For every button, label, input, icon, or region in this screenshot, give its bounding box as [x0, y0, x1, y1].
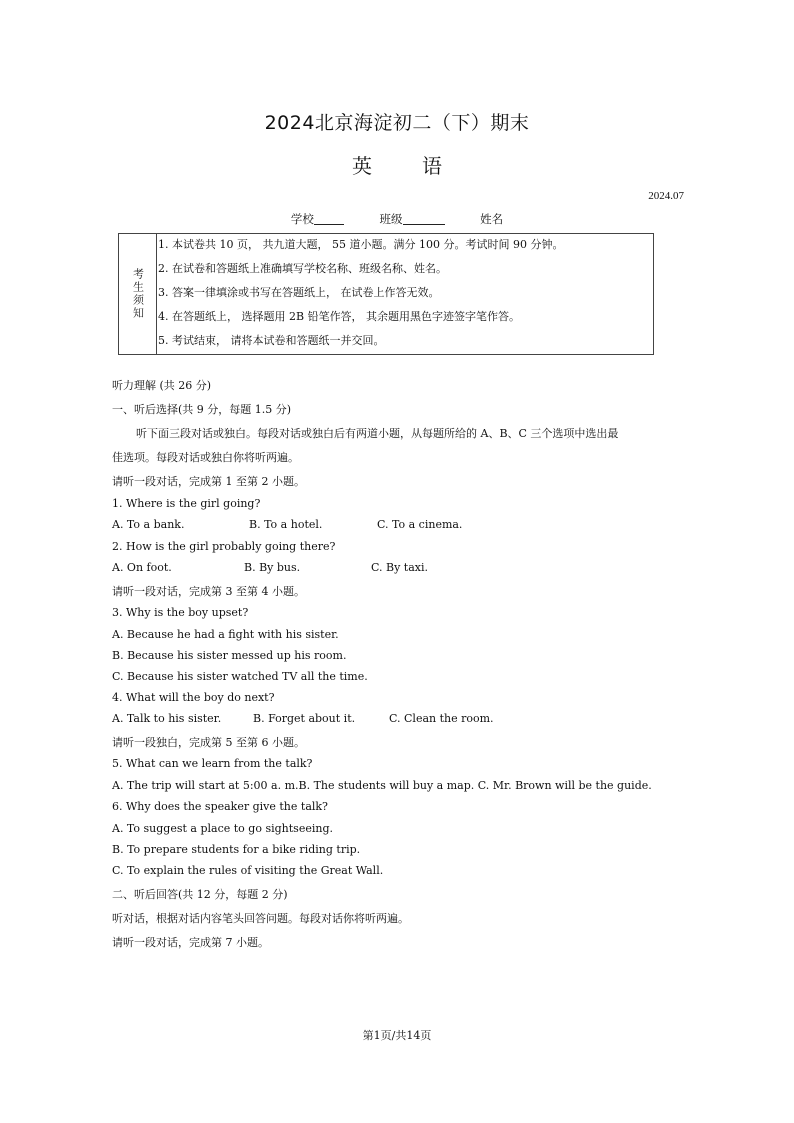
page-indicator: 第1页/共14页	[362, 1029, 432, 1042]
q4-option-c[interactable]: C. Clean the room.	[389, 712, 494, 725]
exam-date: 2024.07	[648, 190, 684, 202]
notice-rule-3: 3. 答案一律填涂或书写在答题纸上， 在试卷上作答无效。	[158, 286, 440, 299]
question-6: 6. Why does the speaker give the talk?	[112, 800, 328, 813]
name-label: 姓名	[480, 212, 504, 226]
notice-side-text: 考生须知	[131, 268, 145, 320]
notice-rule-2: 2. 在试卷和答题纸上准确填写学校名称、班级名称、姓名。	[158, 262, 447, 275]
student-info-fields	[0, 211, 794, 227]
group2-instructions: 请听一段对话，完成第 3 至第 4 小题。	[112, 585, 305, 598]
question-3: 3. Why is the boy upset?	[112, 606, 249, 619]
subject-char-1: 英	[352, 154, 372, 178]
exam-notice-box	[118, 233, 654, 355]
q6-option-b[interactable]: B. To prepare students for a bike riding trip.	[112, 843, 361, 856]
question-4: 4. What will the boy do next?	[112, 691, 275, 704]
q5-options[interactable]: A. The trip will start at 5:00 a. m.B. The students will buy a map. C. Mr. Brown will be the guide.	[112, 779, 652, 792]
group1-instructions: 请听一段对话，完成第 1 至第 2 小题。	[112, 475, 305, 488]
class-field[interactable]	[380, 211, 445, 227]
q3-option-a[interactable]: A. Because he had a fight with his sister.	[112, 628, 339, 641]
q3-option-b[interactable]: B. Because his sister messed up his room.	[112, 649, 347, 662]
q4-option-b[interactable]: B. Forget about it.	[253, 712, 356, 725]
school-field[interactable]	[291, 211, 344, 227]
q4-option-a[interactable]: A. Talk to his sister.	[112, 712, 222, 725]
notice-side-label	[119, 234, 157, 354]
class-label: 班级	[379, 212, 403, 226]
class-blank[interactable]	[403, 212, 445, 225]
q2-option-b[interactable]: B. By bus.	[244, 561, 301, 574]
exam-title: 2024北京海淀初二（下）期末	[264, 112, 530, 134]
part2-title: 二、听后回答(共 12 分，每题 2 分)	[112, 888, 288, 901]
part1-instructions-line2: 佳选项。每段对话或独白你将听两遍。	[112, 451, 299, 464]
part1-title: 一、听后选择(共 9 分，每题 1.5 分)	[112, 403, 292, 416]
question-1: 1. Where is the girl going?	[112, 497, 261, 510]
q1-option-b[interactable]: B. To a hotel.	[249, 518, 323, 531]
notice-rule-5: 5. 考试结束， 请将本试卷和答题纸一并交回。	[158, 334, 385, 347]
group3-instructions: 请听一段独白，完成第 5 至第 6 小题。	[112, 736, 305, 749]
notice-rule-1: 1. 本试卷共 10 页， 共九道大题， 55 道小题。满分 100 分。考试时间 90 分钟。	[158, 238, 564, 251]
part2-instructions: 听对话，根据对话内容笔头回答问题。每段对话你将听两遍。	[112, 912, 409, 925]
q1-option-c[interactable]: C. To a cinema.	[377, 518, 463, 531]
school-blank[interactable]	[314, 212, 344, 225]
name-field[interactable]	[480, 211, 503, 227]
subject-heading	[0, 150, 794, 179]
part1-instructions-line1: 听下面三段对话或独白。每段对话或独白后有两道小题，从每题所给的 A、B、C 三个选项中选出最	[136, 427, 619, 440]
listening-section-title: 听力理解 (共 26 分)	[112, 379, 212, 392]
question-2: 2. How is the girl probably going there?	[112, 540, 336, 553]
q2-option-c[interactable]: C. By taxi.	[371, 561, 429, 574]
q1-option-a[interactable]: A. To a bank.	[112, 518, 185, 531]
q2-option-a[interactable]: A. On foot.	[112, 561, 172, 574]
subject-char-2: 语	[422, 154, 442, 178]
question-5: 5. What can we learn from the talk?	[112, 757, 313, 770]
group4-instructions: 请听一段对话，完成第 7 小题。	[112, 936, 269, 949]
school-label: 学校	[290, 212, 314, 226]
q3-option-c[interactable]: C. Because his sister watched TV all the time.	[112, 670, 368, 683]
q6-option-c[interactable]: C. To explain the rules of visiting the Great Wall.	[112, 864, 384, 877]
notice-rule-4: 4. 在答题纸上， 选择题用 2B 铅笔作答， 其余题用黑色字迹签字笔作答。	[158, 310, 521, 323]
q6-option-a[interactable]: A. To suggest a place to go sightseeing.	[112, 822, 333, 835]
